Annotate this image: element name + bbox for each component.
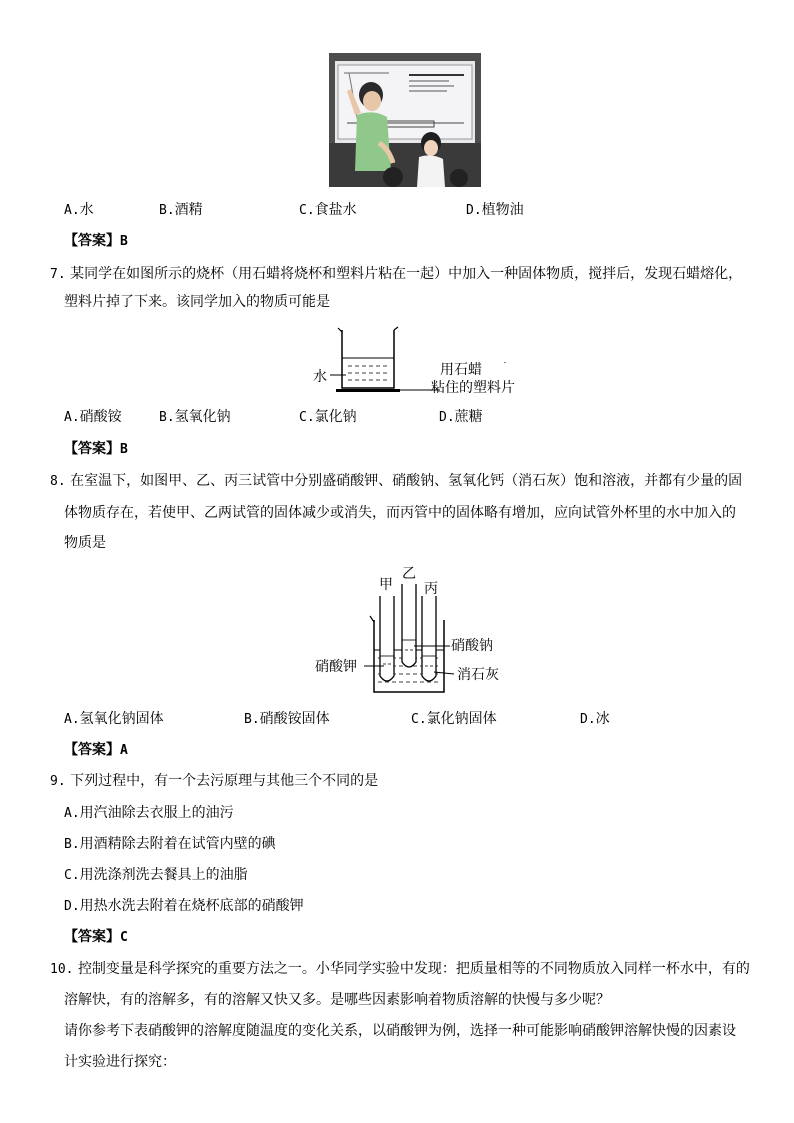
q9-option-a: A.用汽油除去衣服上的油污 — [64, 805, 234, 821]
q6-option-c: C.食盐水 — [299, 202, 357, 218]
q6-option-b: B.酒精 — [159, 202, 203, 218]
q7-option-d: D.蔗糖 — [439, 409, 483, 425]
q8-option-d: D.冰 — [580, 711, 610, 727]
q10-stem-line1: 10. 控制变量是科学探究的重要方法之一。小华同学实验中发现：把质量相等的不同物质放入同样一杯水中，有的 — [50, 961, 750, 977]
q8-option-c: C.氯化钠固体 — [411, 711, 497, 727]
q8-option-a: A.氢氧化钠固体 — [64, 711, 164, 727]
classroom-photo — [329, 53, 481, 187]
q7-wax-label-1: 用石蜡 — [440, 362, 482, 378]
q9-option-b: B.用酒精除去附着在试管内壁的碘 — [64, 836, 276, 852]
q7-wax-label-2: 粘住的塑料片 — [431, 380, 515, 396]
q8-stem-line3: 物质是 — [64, 535, 106, 551]
q6-option-a: A.水 — [64, 202, 94, 218]
q9-option-c: C.用洗涤剂洗去餐具上的油脂 — [64, 867, 248, 883]
q8-tube-b-label: 乙 — [402, 566, 416, 582]
q7-option-b: B.氢氧化钠 — [159, 409, 231, 425]
q6-option-d: D.植物油 — [466, 202, 524, 218]
q7-stem-line1: 7. 某同学在如图所示的烧杯（用石蜡将烧杯和塑料片粘在一起）中加入一种固体物质，搅拌后，发现石蜡熔化， — [50, 266, 743, 282]
q8-left-label: 硝酸钾 — [315, 659, 357, 675]
q7-stem-line2: 塑料片掉了下来。该同学加入的物质可能是 — [64, 294, 330, 310]
q8-option-b: B.硝酸铵固体 — [244, 711, 330, 727]
q8-stem-line1: 8. 在室温下，如图甲、乙、丙三试管中分别盛硝酸钾、硝酸钠、氢氧化钙（消石灰）饱和溶液，并都有少量的固 — [50, 473, 743, 489]
q7-answer: 【答案】B — [64, 441, 128, 457]
q7-option-c: C.氯化钠 — [299, 409, 357, 425]
q8-stem-line2: 体物质存在，若使甲、乙两试管的固体减少或消失，而丙管中的固体略有增加，应向试管外杯里的水中加入的 — [64, 505, 736, 521]
q8-tube-c-label: 丙 — [424, 581, 438, 597]
q9-option-d: D.用热水洗去附着在烧杯底部的硝酸钾 — [64, 898, 304, 914]
q9-answer: 【答案】C — [64, 929, 128, 945]
q7-water-label: 水 — [313, 369, 327, 385]
q8-right-label-1: 硝酸钠 — [451, 638, 493, 654]
q7-option-a: A.硝酸铵 — [64, 409, 122, 425]
q10-stem-line3: 请你参考下表硝酸钾的溶解度随温度的变化关系，以硝酸钾为例，选择一种可能影响硝酸钾溶解快慢的因素设 — [64, 1023, 736, 1039]
q10-stem-line2: 溶解快，有的溶解多，有的溶解又快又多。是哪些因素影响着物质溶解的快慢与多少呢？ — [64, 992, 610, 1008]
q8-tube-a-label: 甲 — [379, 577, 393, 593]
q9-stem: 9. 下列过程中，有一个去污原理与其他三个不同的是 — [50, 773, 379, 789]
q8-right-label-2: 消石灰 — [457, 667, 499, 683]
q6-answer: 【答案】B — [64, 233, 128, 249]
q10-stem-line4: 计实验进行探究： — [64, 1054, 176, 1070]
q8-answer: 【答案】A — [64, 742, 128, 758]
